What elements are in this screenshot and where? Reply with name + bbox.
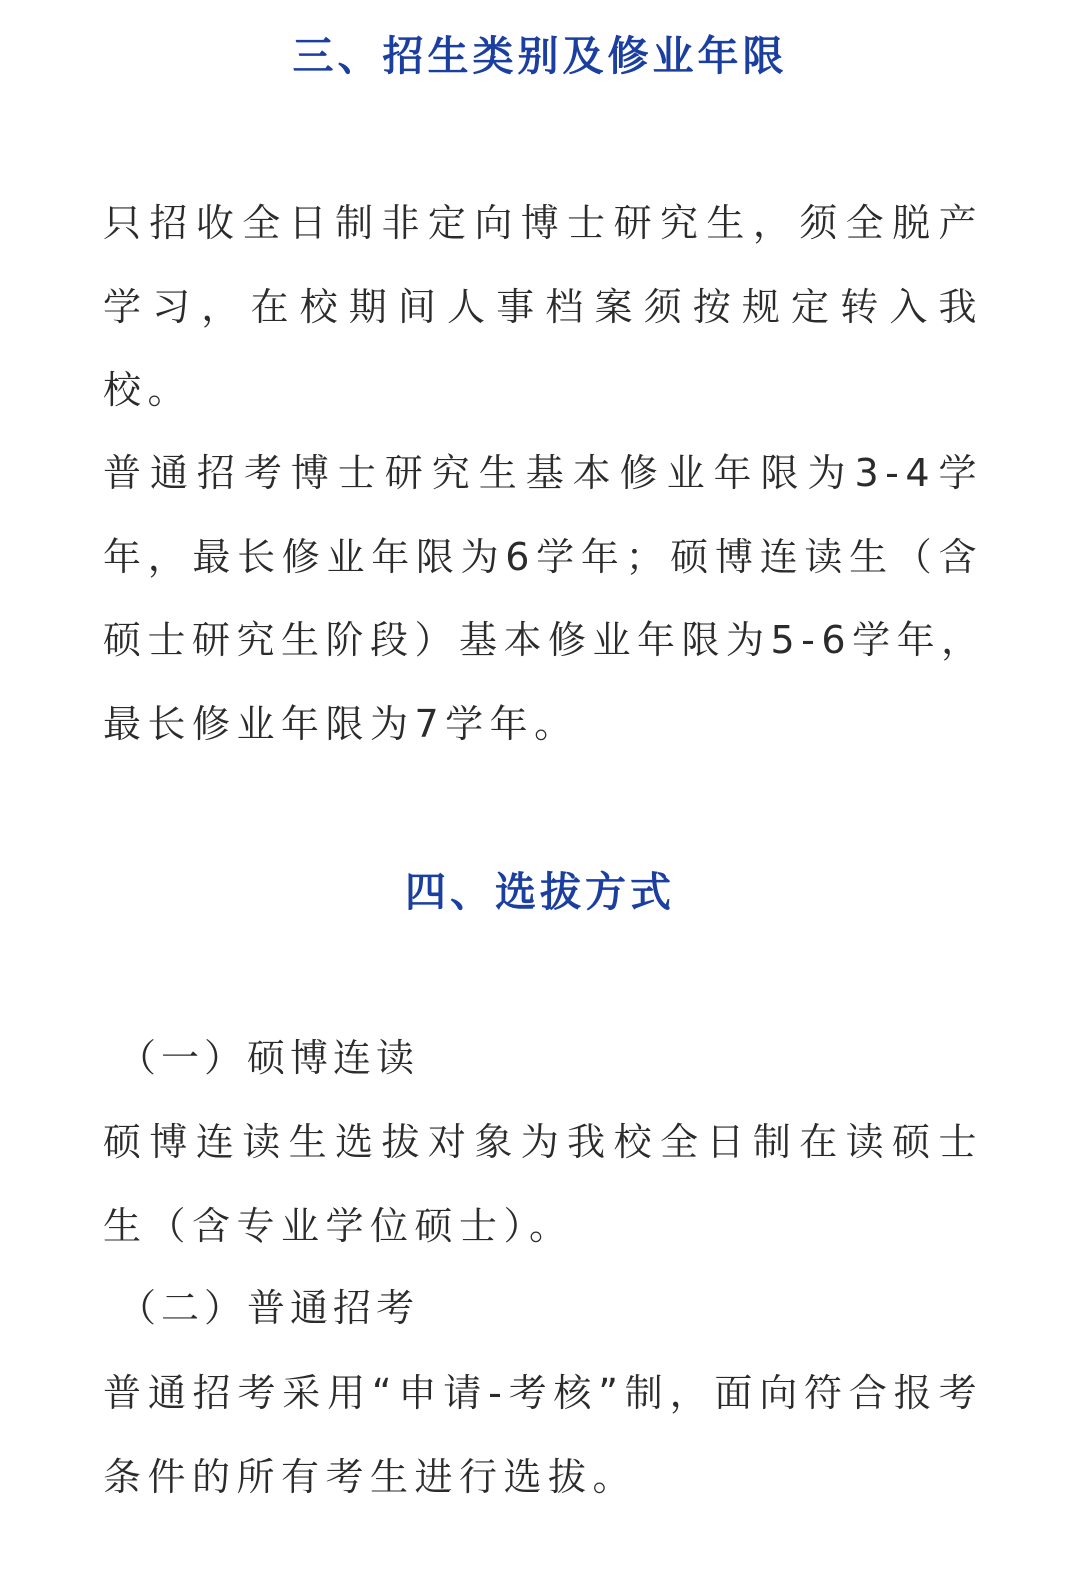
paragraph-line: 学习，在校期间人事档案须按规定转入我	[103, 284, 983, 329]
paragraph-line: 普通招考采用“申请-考核”制，面向符合报考	[103, 1371, 983, 1415]
section-4-heading: 四、选拔方式	[405, 868, 675, 916]
section-3-heading: 三、招生类别及修业年限	[292, 32, 788, 80]
paragraph-line: 只招收全日制非定向博士研究生，须全脱产	[103, 201, 983, 245]
paragraph-line: 年，最长修业年限为6学年；硕博连读生（含	[103, 534, 983, 579]
paragraph-line: 校。	[103, 368, 193, 412]
subsection-1-title: （一）硕博连读	[118, 1036, 420, 1080]
paragraph-line: 最长修业年限为7学年。	[103, 701, 579, 746]
paragraph-line: 生（含专业学位硕士）。	[103, 1203, 574, 1248]
section-3-paragraph-2	[103, 432, 986, 766]
subsection-2-title: （二）普通招考	[118, 1286, 420, 1330]
paragraph-line: 条件的所有考生进行选拔。	[103, 1454, 638, 1499]
paragraph-line: 硕博连读生选拔对象为我校全日制在读硕士	[103, 1120, 983, 1164]
paragraph-line: 普通招考博士研究生基本修业年限为3-4学	[103, 451, 983, 495]
paragraph-line: 硕士研究生阶段）基本修业年限为5-6学年，	[103, 618, 986, 662]
section-3-paragraph-1	[103, 182, 983, 433]
subsection-2-paragraph	[103, 1352, 983, 1519]
subsection-1-paragraph	[103, 1101, 983, 1268]
